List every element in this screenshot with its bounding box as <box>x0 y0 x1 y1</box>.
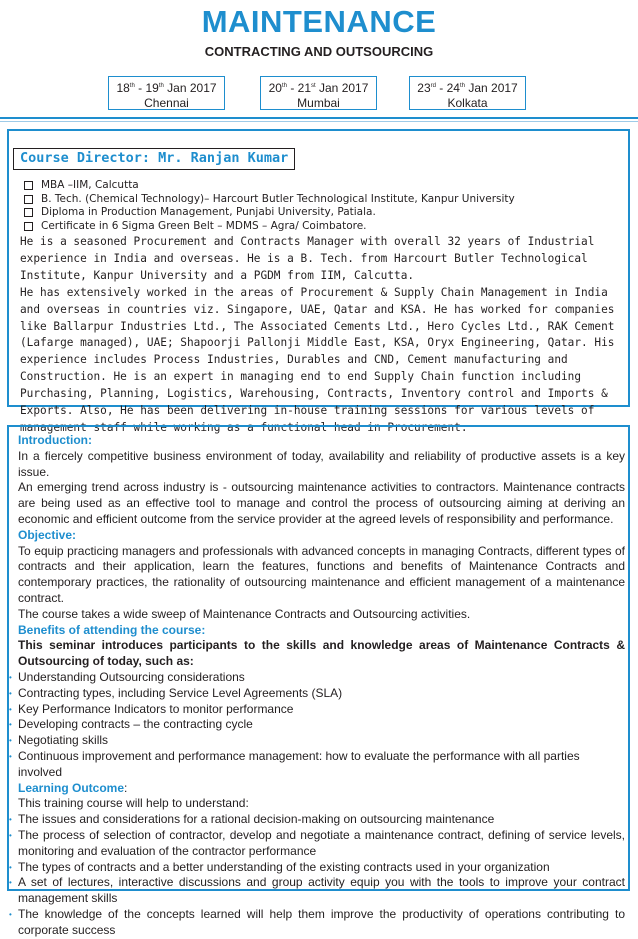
date-range: 18th - 19th Jan 2017 <box>116 81 217 95</box>
list-item: • A set of lectures, interactive discussions and group activity equip you with the tools to improve your contract management skills <box>9 875 625 906</box>
bullet-icon: • <box>9 751 12 761</box>
date-box-mumbai <box>260 76 377 110</box>
bullet-icon: • <box>9 830 12 840</box>
objective-paragraph: The course takes a wide sweep of Maintenance Contracts and Outsourcing activities. <box>18 606 471 621</box>
date-range: 20th - 21st Jan 2017 <box>268 81 369 95</box>
course-director-heading: Course Director: Mr. Ranjan Kumar <box>13 148 295 170</box>
date-box-chennai <box>108 76 225 110</box>
learning-heading: Learning Outcome: <box>18 780 128 795</box>
list-item: • The process of selection of contractor, develop and negotiate a maintenance contract, defining of service levels, monitoring and evaluation of the contractor performance <box>9 827 625 858</box>
checkbox-icon <box>24 222 33 231</box>
qualification-item: MBA –IIM, Calcutta <box>24 179 624 193</box>
learning-lead: This training course will help to understand: <box>18 796 249 811</box>
list-item: • The types of contracts and a better understanding of the existing contracts used in your organization <box>9 859 550 874</box>
list-item: • Contracting types, including Service Level Agreements (SLA) <box>9 685 343 700</box>
bio-paragraph: He has extensively worked in the areas of Procurement & Supply Chain Management in India and overseas in countries viz. Singapore, UAE, Qatar and KSA. He has worked for companies like Ballarpur Industries Ltd., The Associated Cements Ltd., Hero Cycles Ltd., RAK Cement (Lafarge managed), UAE; Shapoorji Pallonji Middle East, KSA, Oryx Engineering, Qatar. His experience includes Process Industries, Durables and CND, Cement manufacturing and Construction. He is an expert in managing end to end Supply Chain function including Purchasing, Planning, Logistics, Warehousing, Contracts, Inventory control and Imports & Exports. Also, He has been delivering in-house training sessions for various levels of management staff while working as a functional head in Procurement. <box>20 285 615 434</box>
bullet-icon: • <box>9 672 12 682</box>
bullet-icon: • <box>9 720 12 730</box>
benefits-heading: Benefits of attending the course: <box>18 622 206 637</box>
qualifications-list <box>24 179 624 233</box>
objective-paragraph: To equip practicing managers and professionals with advanced concepts in managing Contracts, different types of contracts and their application, learn the features, functions and benefits of Maintenance Contracts and contemporary practices, the rationality of outsourcing maintenance and efficient management of a maintenance contract. <box>18 543 625 605</box>
intro-paragraph: An emerging trend across industry is - outsourcing maintenance activities to contractors. Maintenance contracts are being used as an effective tool to manage and control the process of outsourcing aiming at deriving an economic and efficient outcome from the service provider at the agreed levels of responsibility and performance. <box>18 480 625 526</box>
list-item: • Continuous improvement and performance management: how to evaluate the performance with all parties involved <box>9 748 580 779</box>
date-city: Chennai <box>144 96 189 110</box>
bullet-icon: • <box>9 862 12 872</box>
bullet-icon: • <box>9 815 12 825</box>
bullet-icon: • <box>9 688 12 698</box>
qualification-item: Diploma in Production Management, Punjabi University, Patiala. <box>24 206 624 220</box>
list-item: • Understanding Outsourcing considerations <box>9 669 245 684</box>
intro-paragraph: In a fiercely competitive business environment of today, availability and reliability of productive assets is a key issue. <box>18 448 625 479</box>
director-bio <box>20 234 620 437</box>
checkbox-icon <box>24 181 33 190</box>
date-range: 23rd - 24th Jan 2017 <box>417 81 518 95</box>
date-city: Kolkata <box>447 96 488 110</box>
list-item: • Developing contracts – the contracting cycle <box>9 717 253 732</box>
checkbox-icon <box>24 195 33 204</box>
bullet-icon: • <box>9 736 12 746</box>
date-box-kolkata <box>409 76 526 110</box>
bullet-icon: • <box>9 878 12 888</box>
page-title: MAINTENANCE <box>201 4 437 39</box>
list-item: • Negotiating skills <box>9 733 109 748</box>
bullet-icon: • <box>9 909 12 919</box>
list-item: • The issues and considerations for a rational decision-making on outsourcing maintenance <box>9 812 495 827</box>
objective-heading: Objective: <box>18 527 77 542</box>
benefits-lead: This seminar introduces participants to the skills and knowledge areas of Maintenance Contracts & Outsourcing of today, such as: <box>18 638 625 669</box>
course-content <box>9 433 625 939</box>
bullet-icon: • <box>9 704 12 714</box>
intro-heading: Introduction: <box>18 433 92 447</box>
header-divider-thin <box>0 121 638 122</box>
list-item: • Key Performance Indicators to monitor performance <box>9 701 294 716</box>
bio-paragraph: He is a seasoned Procurement and Contracts Manager with overall 32 years of Industrial experience in India and overseas. He is a B. Tech. from Harcourt Butler Technological Institute, Kanpur University and a PGDM from IIM, Calcutta. <box>20 235 595 282</box>
list-item: • The knowledge of the concepts learned will help them improve the productivity of operations contributing to corporate success <box>9 906 625 937</box>
qualification-item: Certificate in 6 Sigma Green Belt – MDMS – Agra/ Coimbatore. <box>24 220 624 234</box>
header-divider <box>0 117 638 119</box>
date-city: Mumbai <box>297 96 340 110</box>
qualification-item: B. Tech. (Chemical Technology)– Harcourt Butler Technological Institute, Kanpur University <box>24 193 624 207</box>
checkbox-icon <box>24 208 33 217</box>
page-subtitle: CONTRACTING AND OUTSOURCING <box>204 44 434 59</box>
